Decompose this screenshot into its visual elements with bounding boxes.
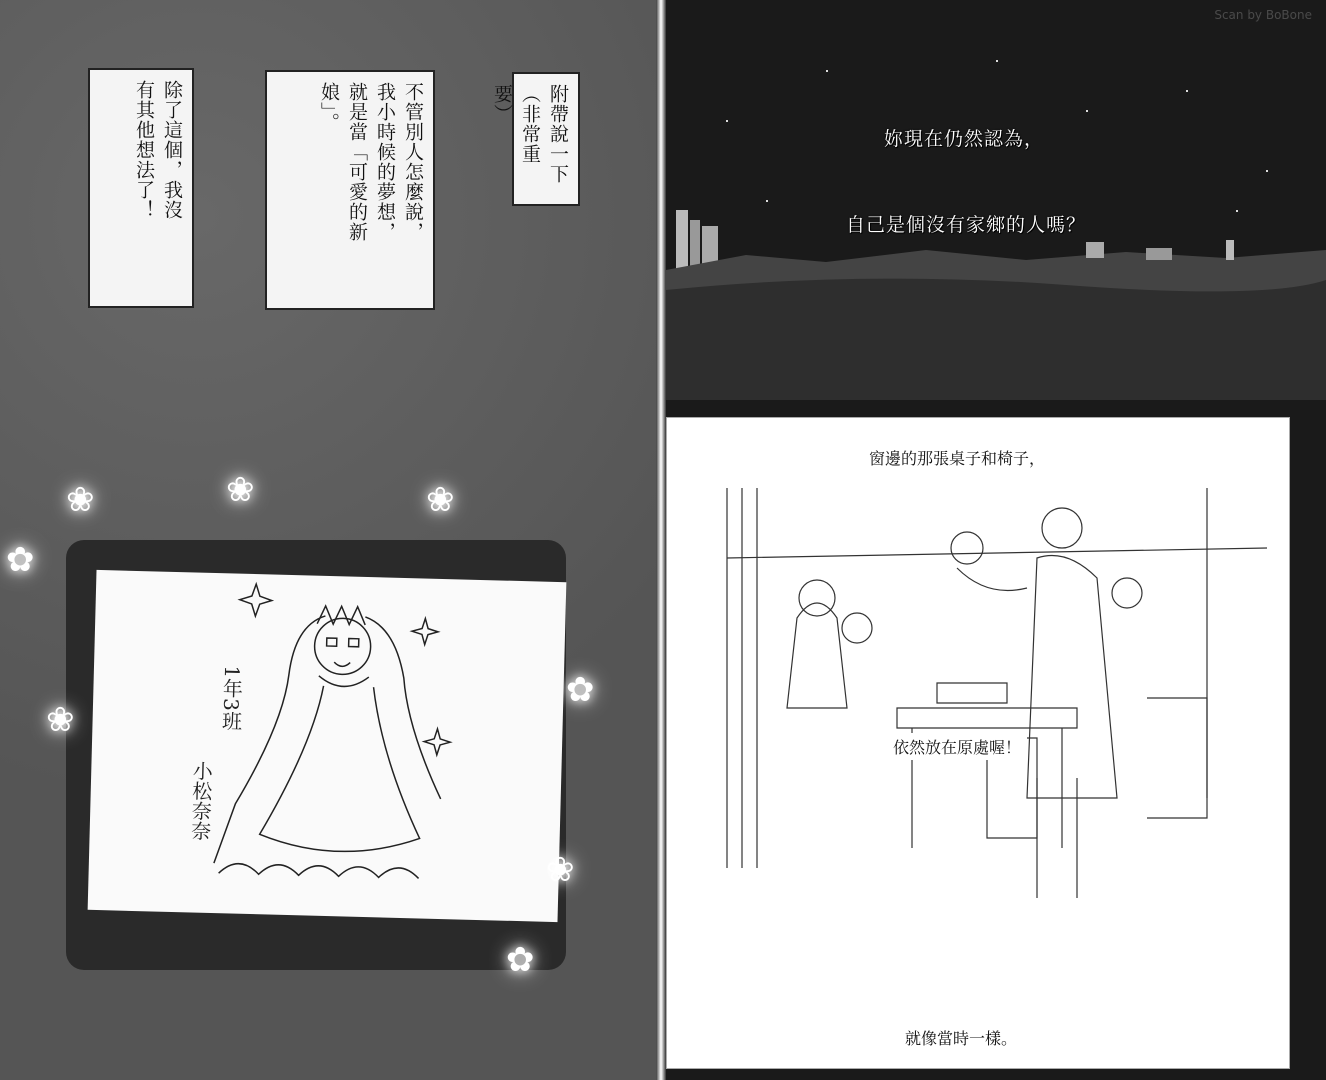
left-page [0,0,660,1080]
sky-text-line1: 妳現在仍然認為， [884,128,1045,150]
name-label: 小松奈奈 [187,760,214,842]
caption-bottom: 就像當時一樣。 [905,1029,1018,1048]
sky-text-line2: 自己是個沒有家鄉的人嗎？ [846,214,1087,236]
box-line: 不管別人怎麼說， [402,82,424,242]
right-page [666,0,1326,1080]
box-line: 除了這個，我沒 [161,80,183,220]
cafe-panel [666,417,1290,1069]
lily-flower: ✿ [566,670,595,710]
box-line: （非常重要） [491,84,541,164]
star [1266,170,1268,172]
star [826,70,828,72]
box-line: 就是當「可愛的新 [346,82,368,242]
star [1186,90,1188,92]
city-skyline [666,200,1326,400]
star [726,120,728,122]
box-line: 有其他想法了！ [133,80,155,220]
page-gutter [656,0,666,1080]
box-line: 附帶說一下 [547,84,569,184]
box-line: 娘」。 [318,82,340,133]
scan-credit: Scan by BoBone [1214,8,1312,22]
star [1086,110,1088,112]
lily-flower: ❀ [546,850,575,890]
lily-flower: ✿ [506,940,535,980]
class-label: 1年3班 [218,665,245,732]
child-drawing-frame [6,470,610,1000]
cafe-scene [667,478,1287,978]
child-drawing-paper [88,570,567,922]
lily-flower: ❀ [46,700,75,740]
caption-middle: 依然放在原處喔！ [887,733,1027,760]
lily-flower: ✿ [6,540,35,580]
speech-box-dream [265,70,435,310]
box-line: 我小時候的夢想， [374,82,396,242]
speech-box-only-wish [88,68,194,308]
caption-top: 窗邊的那張桌子和椅子， [869,449,1046,468]
lily-flower: ❀ [66,480,95,520]
speech-box-aside [491,72,580,206]
lily-flower: ❀ [426,480,455,520]
star [996,60,998,62]
bride-sketch [88,570,567,922]
lily-flower: ❀ [226,470,255,510]
